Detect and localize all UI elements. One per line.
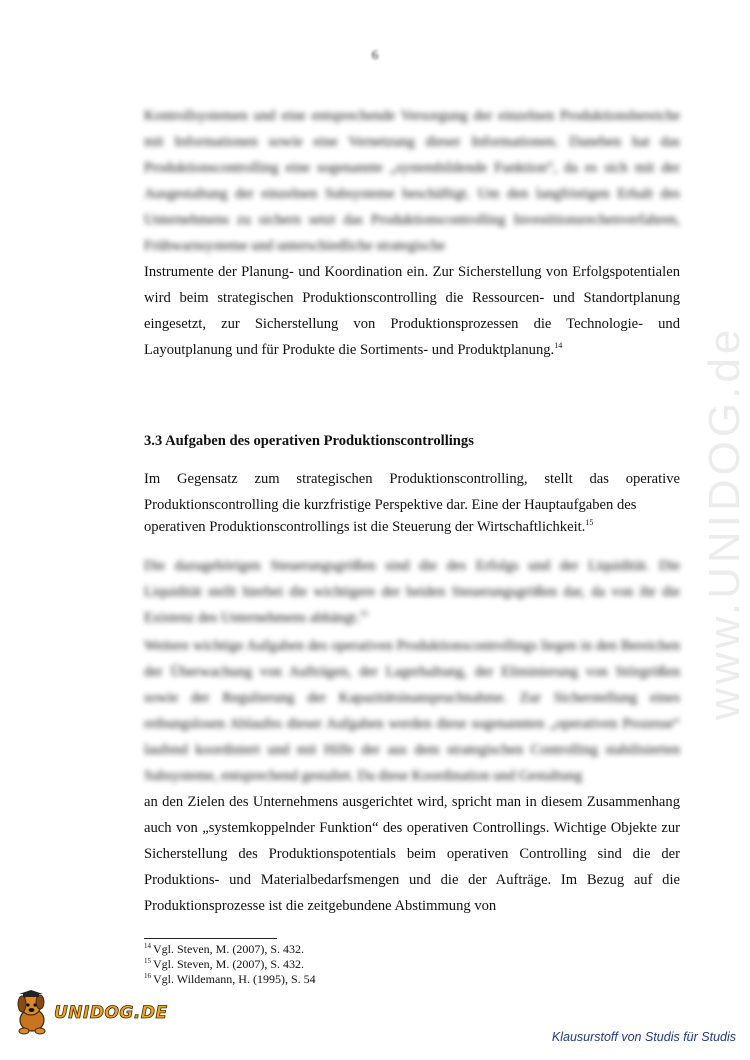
paragraph-2 — [144, 466, 680, 538]
logo-text: UNIDOG.DE — [54, 1003, 168, 1023]
unidog-logo[interactable] — [10, 990, 168, 1036]
footnote: $^{14}$ Vgl. Steven, M. (2007), S. 432. — [144, 942, 304, 956]
page-number: 6 — [371, 47, 379, 62]
body-text: Im Gegensatz zum strategischen Produktionscontrolling, stellt das operative Produktionscontrolling die kurzfristige Perspektive dar. Eine der Hauptaufgaben des — [144, 471, 680, 513]
blurred-text: Kontrollsystemen und eine entsprechende Versorgung der einzelnen Produktionsbereiche mit Informationen sowie eine Vernetzung dieser Informationen. Daneben hat das Produktionscontrolling eine sogenannte „systembildende Funktion“, da es sich mit der Ausgestaltung der einzelnen Subsysteme beschäftigt. Um den langfristigen Erhalt des Unternehmens zu sichern setzt das Produktionscontrolling Investitionsrechenverfahren, Frühwarnsysteme und unterschiedliche strategische — [144, 108, 680, 254]
dog-mascot-icon — [10, 990, 52, 1036]
footnote-ref: 15 — [585, 518, 594, 528]
footnote: $^{15}$ Vgl. Steven, M. (2007), S. 432. — [144, 957, 304, 971]
tagline: Klausurstoff von Studis für Studis — [551, 1030, 736, 1044]
paragraph-4 — [144, 633, 680, 919]
body-text: Instrumente der Planung- und Koordination ein. Zur Sicherstellung von Erfolgspotentialen wird beim strategischen Produktionscontrolling die Ressourcen- und Standortplanung eingesetzt, zur Sicherstellung von Produktionsprozessen die Technologie- und Layoutplanung und für Produkte die Sortiments- und Produktplanung.$^{14}$ — [144, 264, 680, 358]
paragraph-3 — [144, 553, 680, 631]
blurred-text: Die dazugehörigen Steuerungsgrößen sind die des Erfolgs und der Liquidität. Die Liquidität stellt hierbei die wichtigere der beiden Steuerungsgrößen dar, da von ihr die Existenz des Unternehmens abhängt.$^{16}$ — [144, 558, 680, 626]
footnotes — [144, 942, 316, 987]
cut-off-text: operativen Produktionscontrollings ist die Steuerung der Wirtschaftlichkeit.$^{15}$ — [144, 518, 594, 535]
footnote-ref: 16 — [359, 609, 368, 619]
blurred-text: Weitere wichtige Aufgaben des operativen Produktionscontrollings liegen in den Bereichen der Überwachung von Aufträgen, der Lagerhaltung, der Eliminierung von Störgrößen sowie der Regulierung der Kapazitätsinanspruchnahme. Zur Sicherstellung eines reibungslosen Ablaufes dieser Aufgaben werden diese sogenannten „operativen Prozesse“ laufend koordiniert und mit Hilfe der aus dem strategischen Controlling stabilisierten Subsysteme, entsprechend gestaltet. Da diese Koordination und Gestaltung — [144, 638, 680, 784]
body-text: an den Zielen des Unternehmens ausgerichtet wird, spricht man in diesem Zusammenhang auch von „systemkoppelnder Funktion“ des operativen Controllings. Wichtige Objekte zur Sicherstellung des Produktionspotentials beim operativen Controlling sind die der Produktions- und Materialbedarfsmengen und die der Aufträge. Im Bezug auf die Produktionsprozesse ist die zeitgebundene Abstimmung von — [144, 794, 680, 914]
paragraph-1 — [144, 103, 680, 363]
footnote: $^{16}$ Vgl. Wildemann, H. (1995), S. 54 — [144, 972, 316, 986]
footnote-divider — [144, 938, 277, 939]
section-heading: 3.3 Aufgaben des operativen Produktionscontrollings — [144, 433, 474, 449]
watermark: www.UNIDOG.de — [700, 325, 749, 720]
footnote-ref: 14 — [554, 341, 563, 351]
